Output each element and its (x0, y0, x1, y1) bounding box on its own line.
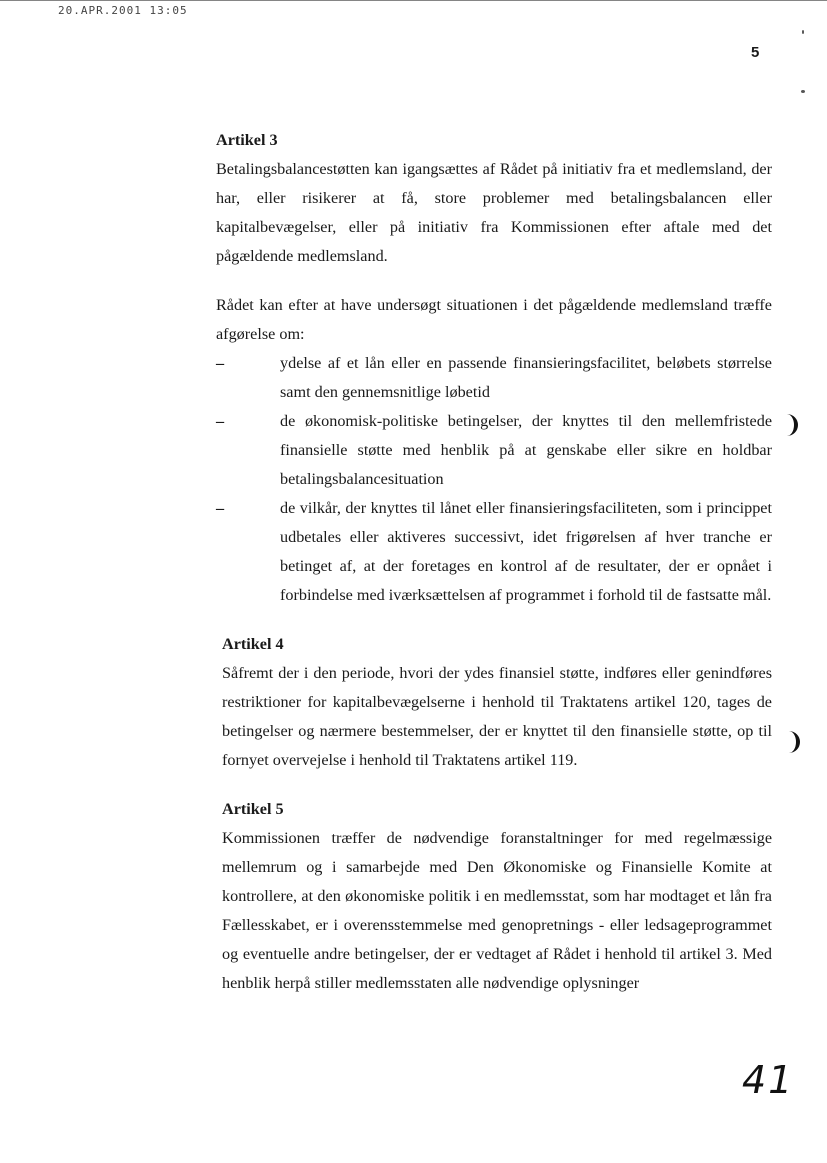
article-3-list (216, 349, 772, 610)
article-5 (216, 795, 772, 998)
article-3 (216, 126, 772, 610)
article-5-heading: Artikel 5 (222, 800, 284, 818)
dash-bullet: – (216, 412, 225, 430)
page-number: 5 (751, 44, 760, 61)
article-3-paragraph-2: Rådet kan efter at have undersøgt situationen i det pågældende medlemsland træffe afgørelse om: (216, 296, 772, 343)
article-4-paragraph: Såfremt der i den periode, hvori der ydes finansiel støtte, indføres eller genindføres restriktioner for kapitalbevægelserne i henhold til Traktatens artikel 120, tages de betingelser og nærmere bestemmelser, der er knyttet til den finansielle støtte, op til fornyet overvejelse i henhold til Traktatens artikel 119. (222, 664, 772, 769)
article-3-heading: Artikel 3 (216, 131, 278, 149)
handwritten-page-number: 41 (742, 1058, 795, 1102)
scan-speck (802, 30, 804, 34)
list-item-text: de økonomisk-politiske betingelser, der knyttes til den mellemfristede finansielle støtte med henblik på at genskabe eller sikre en holdbar betalingsbalancesituation (280, 412, 772, 488)
fax-header: 20.APR.2001 13:05 (58, 4, 188, 17)
dash-bullet: – (216, 499, 225, 517)
fax-top-border (0, 0, 827, 1)
document-body (216, 126, 772, 998)
article-5-paragraph: Kommissionen træffer de nødvendige foranstaltninger for med regelmæssige mellemrum og i samarbejde med Den Økonomiske og Finansielle Komite at kontrollere, at den økonomiske politik i en medlemsstat, som har modtaget et lån fra Fællesskabet, er i overensstemmelse med genopretnings - eller ledsageprogrammet og eventuelle andre betingelser, der er vedtaget af Rådet i henhold til artikel 3. Med henblik herpå stiller medlemsstaten alle nødvendige oplysninger (222, 829, 772, 992)
article-4 (216, 630, 772, 775)
binder-punch-mark (786, 731, 800, 753)
list-item (216, 349, 772, 407)
scan-speck (801, 90, 805, 93)
list-item-text: ydelse af et lån eller en passende finansieringsfacilitet, beløbets størrelse samt den gennemsnitlige løbetid (280, 354, 772, 401)
article-3-paragraph-1: Betalingsbalancestøtten kan igangsættes af Rådet på initiativ fra et medlemsland, der har, eller risikerer at få, store problemer med betalingsbalancen eller kapitalbevægelser, eller på initiativ fra Kommissionen efter aftale med det pågældende medlemsland. (216, 160, 772, 265)
list-item (216, 494, 772, 610)
list-item-text: de vilkår, der knyttes til lånet eller finansieringsfaciliteten, som i princippet udbetales eller aktiveres successivt, idet frigørelsen af hver tranche er betinget af, at der foretages en kontrol af de resultater, der er opnået i forbindelse med iværksættelsen af programmet i forhold til de fastsatte mål. (280, 499, 772, 604)
dash-bullet: – (216, 354, 225, 372)
binder-punch-mark (784, 414, 798, 436)
article-4-heading: Artikel 4 (222, 635, 284, 653)
list-item (216, 407, 772, 494)
